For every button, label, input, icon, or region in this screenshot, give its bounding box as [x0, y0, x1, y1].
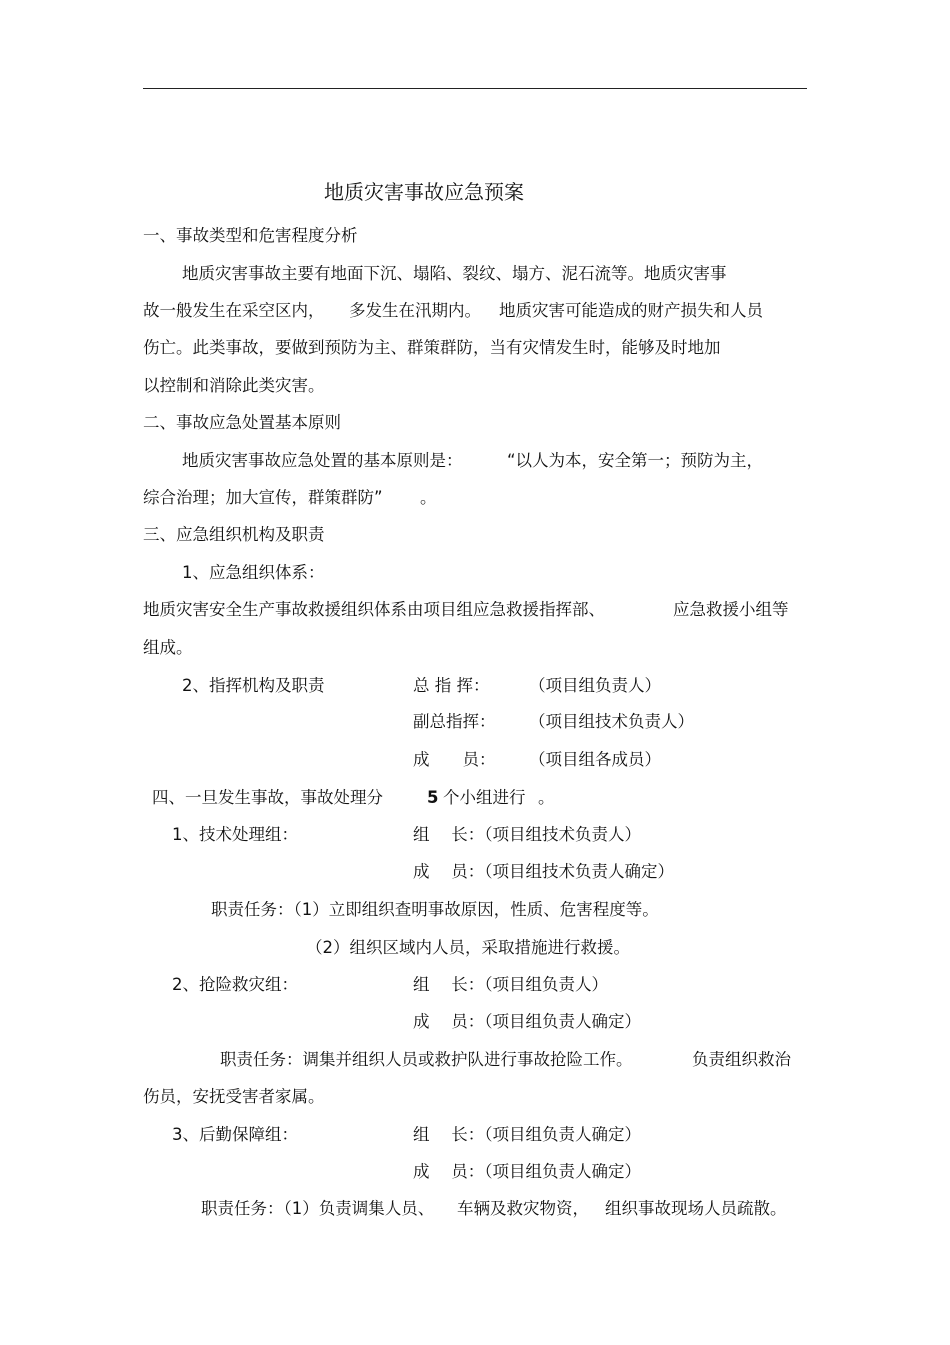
paragraph-line: “以人为本，安全第一；预防为主， [507, 451, 764, 470]
command-role: 成 员： [413, 750, 496, 769]
command-person: （项目组技术负责人） [529, 712, 694, 731]
group-member: 成 员：（项目组负责人确定） [413, 1012, 641, 1031]
subheading: 1、应急组织体系： [182, 563, 325, 582]
duty-line: 伤员，安抚受害者家属。 [143, 1087, 325, 1106]
section-4-heading: 四、一旦发生事故，事故处理分 [152, 788, 383, 807]
command-person: （项目组各成员） [529, 750, 661, 769]
duty-line: 车辆及救灾物资， [457, 1199, 589, 1218]
group-member: 成 员：（项目组技术负责人确定） [413, 862, 674, 881]
subheading: 2、指挥机构及职责 [182, 676, 325, 695]
command-person: （项目组负责人） [529, 676, 661, 695]
paragraph-line: 地质灾害事故应急处置的基本原则是： [182, 451, 463, 470]
paragraph-line: 地质灾害可能造成的财产损失和人员 [499, 301, 763, 320]
document-title: 地质灾害事故应急预案 [324, 180, 524, 204]
paragraph-line: 以控制和消除此类灾害。 [143, 376, 325, 395]
group-name: 3、后勤保障组： [172, 1125, 298, 1144]
paragraph-line: 组成。 [143, 638, 193, 657]
paragraph-line: 多发生在汛期内。 [349, 301, 481, 320]
duty-line: 职责任务：（1）立即组织查明事故原因，性质、危害程度等。 [211, 900, 659, 919]
group-count: 5 [427, 788, 439, 807]
duty-line: 职责任务：调集并组织人员或救护队进行事故抢险工作。 [220, 1050, 633, 1069]
section-4-heading-period: 。 [538, 788, 555, 807]
group-name: 2、抢险救灾组： [172, 975, 298, 994]
duty-line: （2）组织区域内人员，采取措施进行救援。 [306, 938, 630, 957]
duty-line: 组织事故现场人员疏散。 [605, 1199, 787, 1218]
header-rule [143, 88, 807, 89]
command-role: 总 指 挥： [413, 676, 490, 695]
section-3-heading: 三、应急组织机构及职责 [143, 525, 325, 544]
duty-line: 职责任务：（1）负责调集人员、 [201, 1199, 435, 1218]
group-leader: 组 长：（项目组技术负责人） [413, 825, 641, 844]
command-role: 副总指挥： [413, 712, 496, 731]
paragraph-line: 伤亡。此类事故，要做到预防为主、群策群防，当有灾情发生时，能够及时地加 [143, 338, 721, 357]
group-leader: 组 长：（项目组负责人） [413, 975, 608, 994]
group-leader: 组 长：（项目组负责人确定） [413, 1125, 641, 1144]
section-2-heading: 二、事故应急处置基本原则 [143, 413, 341, 432]
paragraph-line: 地质灾害安全生产事故救援组织体系由项目组应急救援指挥部、 [143, 600, 605, 619]
paragraph-line: 故一般发生在采空区内， [143, 301, 325, 320]
paragraph-line: 。 [420, 488, 437, 507]
paragraph-line: 综合治理；加大宣传，群策群防” [143, 488, 383, 507]
paragraph-line: 地质灾害事故主要有地面下沉、塌陷、裂纹、塌方、泥石流等。地质灾害事 [182, 264, 727, 283]
duty-line: 负责组织救治 [692, 1050, 791, 1069]
group-name: 1、技术处理组： [172, 825, 298, 844]
section-4-heading-tail: 个小组进行 [443, 788, 526, 807]
paragraph-line: 应急救援小组等 [673, 600, 789, 619]
group-member: 成 员：（项目组负责人确定） [413, 1162, 641, 1181]
section-1-heading: 一、事故类型和危害程度分析 [143, 226, 358, 245]
